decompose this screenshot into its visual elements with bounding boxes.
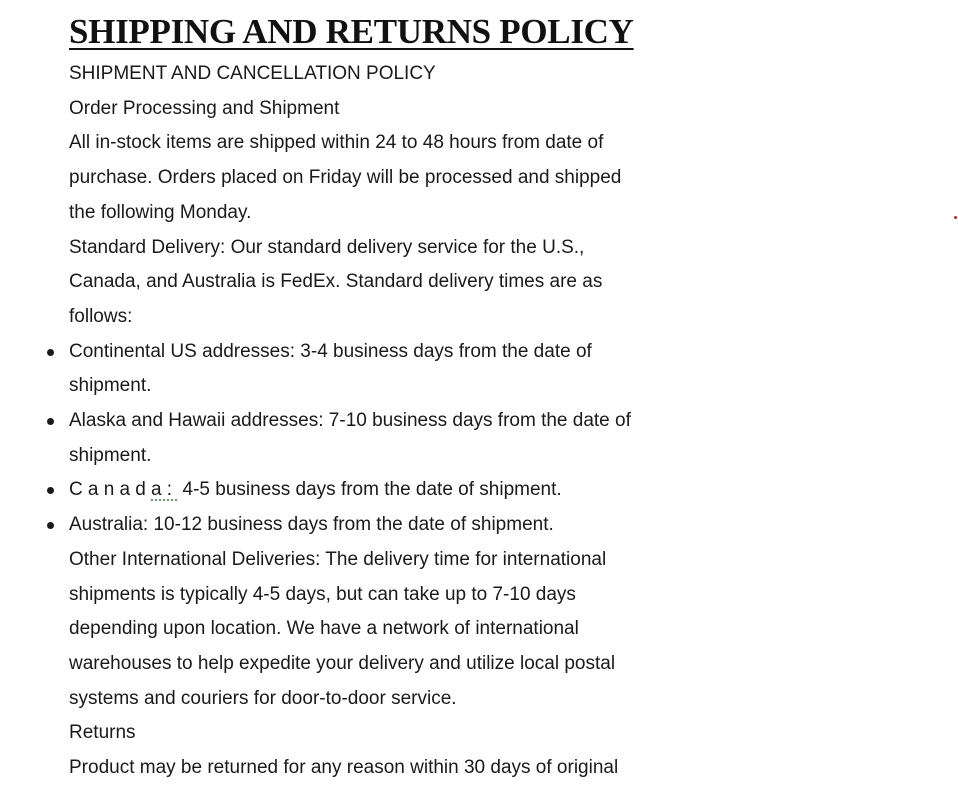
returns-paragraph [69,751,709,786]
list-item-line: shipment. [69,375,152,397]
policy-subtitle: SHIPMENT AND CANCELLATION POLICY [69,63,436,84]
delivery-times-list [69,335,709,543]
bullet-icon [47,522,54,529]
international-delivery-paragraph [69,543,709,717]
paragraph-line: warehouses to help expedite your delivery and utilize local postal [69,652,616,674]
paragraph-line: depending upon location. We have a network of international [69,618,579,640]
paragraph-line: Standard Delivery: Our standard delivery service for the U.S., [69,236,585,258]
list-item-line: Australia: 10-12 business days from the date of shipment. [69,514,554,536]
paragraph-line: systems and couriers for door-to-door service. [69,687,457,709]
list-item-continental-us [69,335,709,404]
document-body [69,57,709,786]
list-item-line: shipment. [69,444,152,466]
returns-heading: Returns [69,722,136,744]
list-item-alaska-hawaii [69,404,709,473]
bullet-icon [47,349,54,356]
list-item-canada [69,473,709,508]
paragraph-line: the following Monday. [69,201,252,223]
canada-label: Canad [69,479,151,501]
grammar-flagged-text: a: [151,479,178,501]
paragraph-line: Canada, and Australia is FedEx. Standard delivery times are as [69,271,603,293]
list-item-line: Continental US addresses: 3-4 business days from the date of [69,340,592,362]
stray-red-dot [954,216,957,219]
paragraph-line: All in-stock items are shipped within 24 to 48 hours from date of [69,132,604,154]
paragraph-line: follows: [69,305,133,327]
bullet-icon [47,487,54,494]
order-processing-paragraph [69,126,709,230]
paragraph-line: purchase. Orders placed on Friday will be processed and shipped [69,167,622,189]
order-processing-heading: Order Processing and Shipment [69,97,340,119]
list-item-line [69,473,709,508]
paragraph-line: shipments is typically 4-5 days, but can take up to 7-10 days [69,583,576,605]
standard-delivery-paragraph [69,231,709,335]
list-item-line: Alaska and Hawaii addresses: 7-10 business days from the date of [69,410,631,432]
paragraph-line: Other International Deliveries: The delivery time for international [69,548,607,570]
bullet-icon [47,418,54,425]
list-item-australia [69,508,709,543]
paragraph-line: Product may be returned for any reason within 30 days of original [69,757,619,779]
document-title: SHIPPING AND RETURNS POLICY [69,12,634,51]
canada-detail: 4-5 business days from the date of shipment. [177,479,562,501]
